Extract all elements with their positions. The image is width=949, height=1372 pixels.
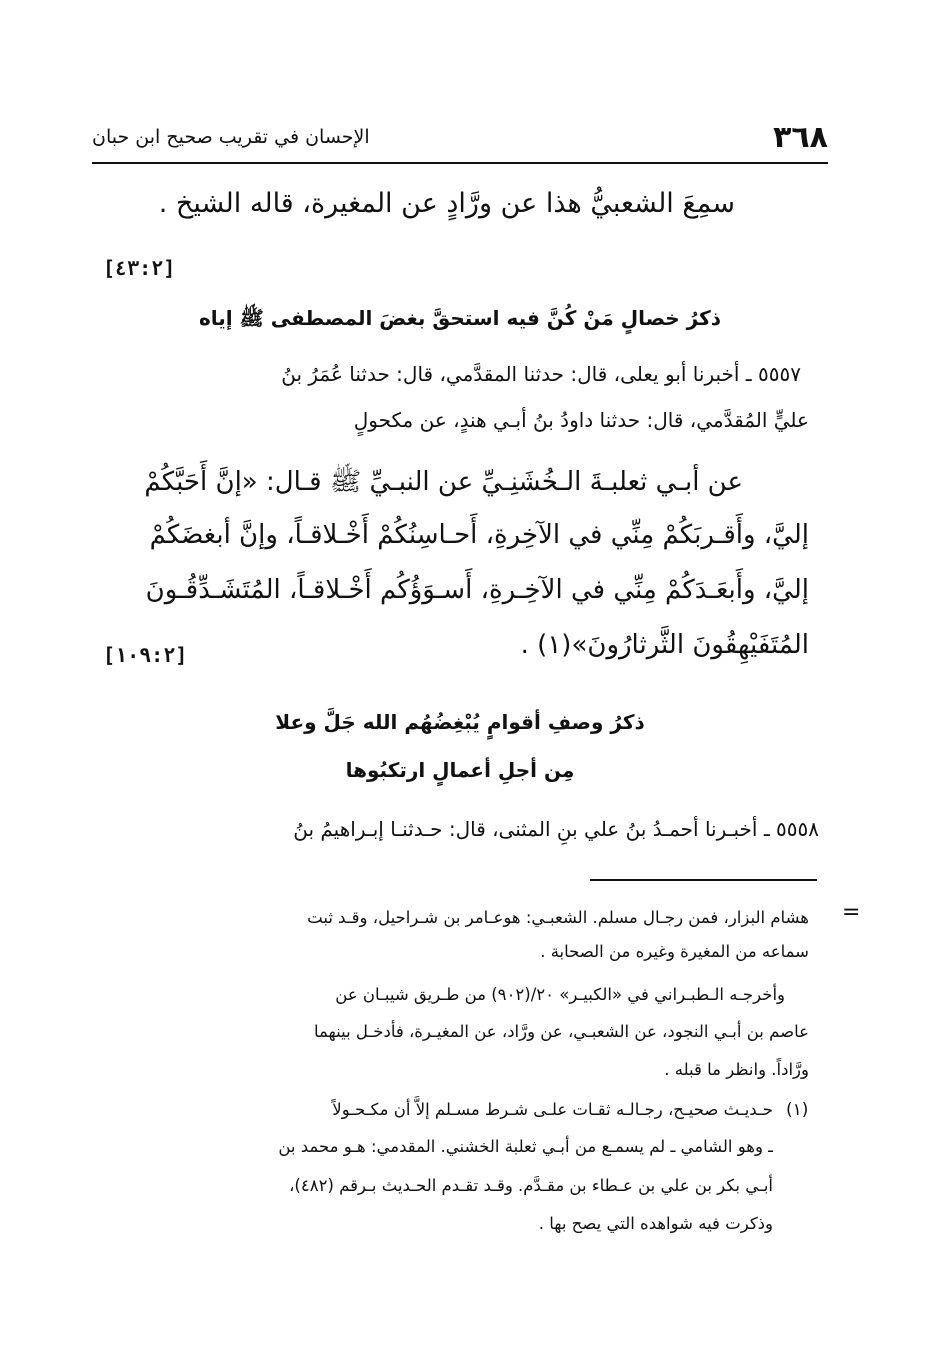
footnote-continuation-mark: = — [842, 900, 861, 925]
footnote-line: أبـي بكر بن علي بن عـطاء بن مقـدَّم. وقـد تقـدم الحـديث بـرقم (٤٨٢)، — [289, 1176, 773, 1195]
footnote-line: ـ وهو الشامي ـ لم يسمـع من أبـي ثعلبة الخشني. المقدمي: هـو محمد بن — [278, 1137, 773, 1156]
hadith-matn-line: عن أبـي ثعلبـةَ الـخُشَنِـيِّ عن النبـيِّ ﷺ قـال: «إنَّ أَحَبَّكُمْ — [144, 467, 743, 497]
chapter-heading: ذكرُ خصالٍ مَنْ كُنَّ فيه استحقَّ بغضَ المصطفى ﷺ إياه — [198, 306, 722, 330]
footnote-number: (١) — [786, 1100, 809, 1120]
footnote-line: وذكرت فيه شواهده التي يصح بها . — [538, 1214, 773, 1233]
hadith-matn-line: المُتَفَيْهِقُونَ الثَّرثارُونَ»(١) . — [520, 630, 809, 660]
page-header — [92, 112, 828, 158]
chapter-heading: ذكرُ وصفِ أقوامٍ يُبْغِضُهُم الله جَلَّ وعلا — [275, 710, 645, 734]
opening-line: سمِعَ الشعبيُّ هذا عن ورَّادٍ عن المغيرة، قاله الشيخ . — [158, 188, 735, 219]
footnote-line: عاصم بن أبـي النجود، عن الشعبـي، عن ورَّاد، عن المغيـرة، فأدخـل بينهما — [313, 1022, 809, 1041]
hadith-matn-line: إليَّ، وأَقـربَكُمْ مِنِّي في الآخِرةِ، أَحـاسِنُكُمْ أَخْـلاقـاً، وإنَّ أبغضَكُمْ — [149, 520, 809, 550]
header-divider — [92, 162, 828, 164]
reference-marker: [١٠٩:٢] — [103, 643, 188, 667]
hadith-matn-line: إليَّ، وأَبعَـدَكُمْ مِنِّي في الآخِـرةِ، أَسـوَؤُكُم أَخْـلاقـاً، المُتَشَـدِّقُـونَ — [145, 575, 809, 605]
hadith-isnad-line: ٥٥٥٧ ـ أخبرنا أبو يعلى، قال: حدثنا المقدَّمي، قال: حدثنا عُمَرُ بنُ — [281, 362, 801, 386]
chapter-heading-continued: مِن أجلِ أعمالٍ ارتكبُوها — [345, 758, 575, 782]
hadith-isnad-line: عليٍّ المُقدَّمي، قال: حدثنا داودُ بنُ أبـي هندٍ، عن مكحولٍ — [353, 408, 809, 432]
footnote-line: سماعه من المغيرة وغيره من الصحابة . — [540, 942, 809, 961]
footnote-line: ورَّاداً. وانظر ما قبله . — [664, 1060, 809, 1079]
footnote-line: حـديـث صحيـح، رجـالـه ثقـات علـى شـرط مسـلم إلاَّ أن مكـحـولاً — [332, 1100, 773, 1119]
hadith-isnad-line: ٥٥٥٨ ـ أخبـرنا أحمـدُ بنُ علي بنِ المثنى، قال: حـدثنـا إبـراهيمُ بنُ — [293, 817, 819, 841]
page-number: ٣٦٨ — [773, 120, 828, 155]
running-title: الإحسان في تقريب صحيح ابن حبان — [92, 126, 370, 148]
reference-marker: [٤٣:٢] — [103, 256, 176, 280]
footnote-divider — [590, 879, 817, 881]
footnote-line: هشام البزار، فمن رجـال مسلم. الشعبـي: هوعـامر بن شـراحيل، وقـد ثبت — [307, 908, 809, 927]
footnote-line: وأخرجـه الـطبـراني في «الكبيـر» ٢٠/(٩٠٢) من طـريق شيبـان عن — [335, 985, 785, 1004]
